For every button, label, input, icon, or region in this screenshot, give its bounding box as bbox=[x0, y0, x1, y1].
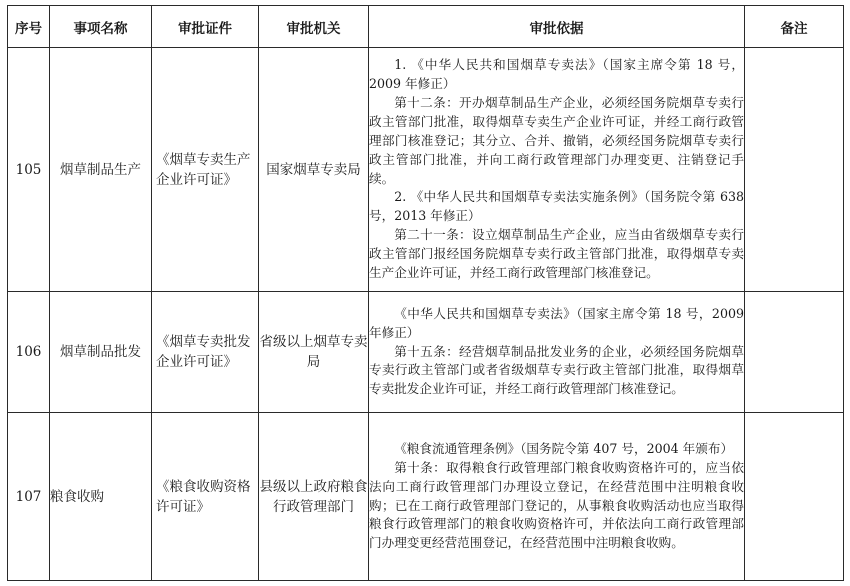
header-item: 事项名称 bbox=[50, 6, 152, 48]
cell-seq: 106 bbox=[8, 292, 50, 413]
cell-certificate bbox=[152, 292, 259, 413]
cell-authority: 国家烟草专卖局 bbox=[259, 48, 369, 292]
basis-paragraph: 《粮食流通管理条例》（国务院令第 407 号，2004 年颁布） bbox=[394, 440, 734, 456]
table-row bbox=[8, 48, 844, 292]
cell-seq: 105 bbox=[8, 48, 50, 292]
cell-remarks bbox=[745, 413, 844, 581]
cell-authority: 省级以上烟草专卖局 bbox=[259, 292, 369, 413]
basis-paragraph: 第十二条：开办烟草制品生产企业，必须经国务院烟草专卖行政主管部门批准，取得烟草专卖生产企业许可证，并经工商行政管理部门核准登记；其分立、合并、撤销，必须经国务院烟草专卖行政主管部门批准，并向工商行政管理部门办理变更、注销登记手续。 bbox=[369, 94, 744, 186]
certificate-text: 《粮食收购资格许可证》 bbox=[156, 478, 251, 515]
basis-paragraph: 1. 《中华人民共和国烟草专卖法》（国家主席令第 18 号，2009 年修正） bbox=[369, 57, 744, 91]
header-remarks: 备注 bbox=[745, 6, 844, 48]
cell-authority: 县级以上政府粮食行政管理部门 bbox=[259, 413, 369, 581]
cell-basis bbox=[369, 413, 745, 581]
cell-certificate bbox=[152, 413, 259, 581]
header-seq: 序号 bbox=[8, 6, 50, 48]
basis-paragraph: 第二十一条：设立烟草制品生产企业，应当由省级烟草专卖行政主管部门报经国务院烟草专卖行政主管部门批准，取得烟草专卖生产企业许可证，并经工商行政管理部门核准登记。 bbox=[369, 227, 744, 281]
header-row bbox=[8, 6, 844, 48]
cell-remarks bbox=[745, 48, 844, 292]
cell-item: 烟草制品生产 bbox=[50, 48, 152, 292]
header-authority: 审批机关 bbox=[259, 6, 369, 48]
cell-remarks bbox=[745, 292, 844, 413]
basis-paragraph: 2. 《中华人民共和国烟草专卖法实施条例》（国务院令第 638 号，2013 年修正） bbox=[369, 189, 744, 224]
cell-certificate bbox=[152, 48, 259, 292]
certificate-text: 《烟草专卖生产企业许可证》 bbox=[156, 151, 251, 188]
table-row bbox=[8, 413, 844, 581]
basis-paragraph: 第十条：取得粮食行政管理部门粮食收购资格许可的，应当依法向工商行政管理部门办理设立登记，在经营范围中注明粮食收购；已在工商行政管理部门登记的，从事粮食收购活动也应当取得粮食行政管理部门的粮食收购资格许可，并依法向工商行政管理部门办理变更经营范围登记，在经营范围中注明粮食收购。 bbox=[369, 459, 744, 551]
cell-basis bbox=[369, 292, 745, 413]
cell-basis bbox=[369, 48, 745, 292]
cell-item: 粮食收购 bbox=[50, 413, 152, 581]
basis-paragraph: 《中华人民共和国烟草专卖法》（国家主席令第 18 号，2009 年修正） bbox=[369, 305, 744, 340]
basis-paragraph: 第十五条：经营烟草制品批发业务的企业，必须经国务院烟草专卖行政主管部门或者省级烟草专卖行政主管部门批准，取得烟草专卖批发企业许可证，并经工商行政管理部门核准登记。 bbox=[369, 343, 744, 397]
cell-seq: 107 bbox=[8, 413, 50, 581]
table-row bbox=[8, 292, 844, 413]
certificate-text: 《烟草专卖批发企业许可证》 bbox=[156, 334, 251, 370]
cell-item: 烟草制品批发 bbox=[50, 292, 152, 413]
header-basis: 审批依据 bbox=[369, 6, 745, 48]
approval-table bbox=[7, 5, 844, 581]
header-certificate: 审批证件 bbox=[152, 6, 259, 48]
